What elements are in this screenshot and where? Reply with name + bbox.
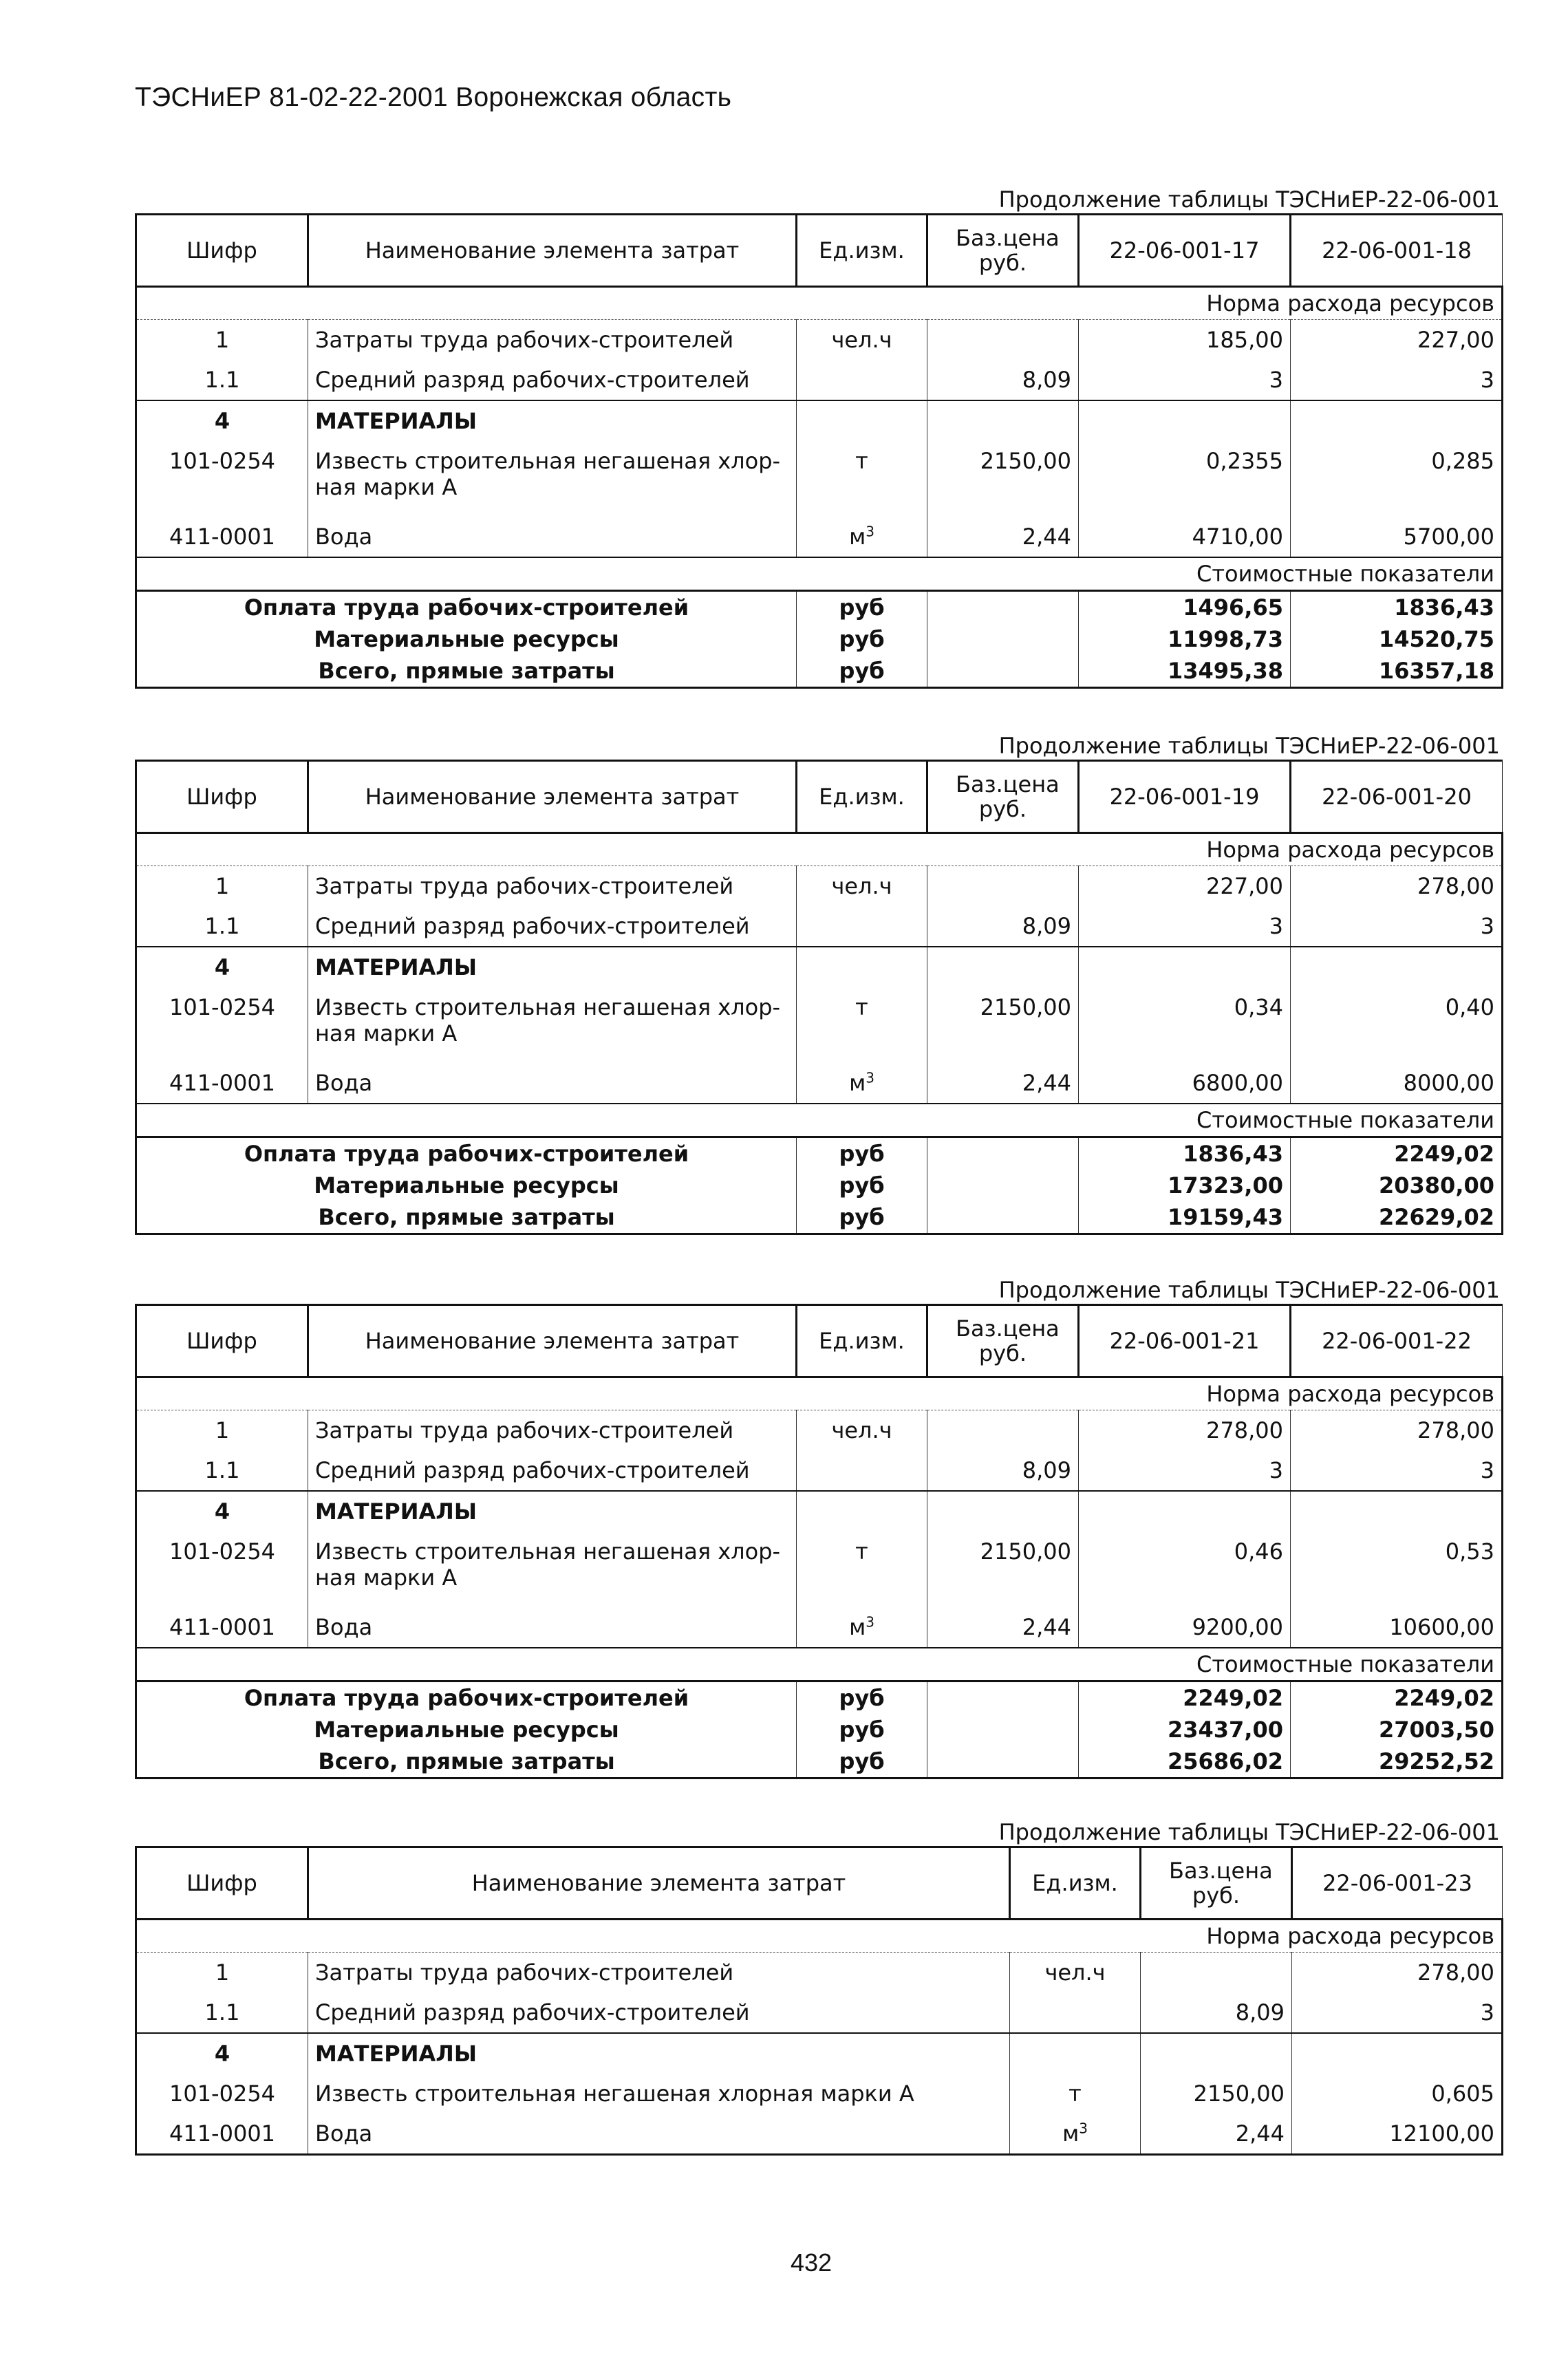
cost-value: 11998,73 — [1079, 623, 1291, 655]
resource-unit: $м^3$ — [1010, 2114, 1141, 2155]
resource-unit — [797, 1450, 927, 1491]
resource-norm-value: 9200,00 — [1079, 1607, 1291, 1648]
header-unit: Ед.изм. — [797, 1305, 927, 1377]
resource-name: Средний разряд рабочих-строителей — [308, 360, 797, 400]
cost-base-price — [927, 1201, 1079, 1234]
resource-name: Затраты труда рабочих-строителей — [308, 1953, 1010, 1993]
resource-unit — [797, 400, 927, 441]
resource-row — [136, 2074, 1503, 2114]
resource-base-price: 2150,00 — [927, 1532, 1079, 1607]
cost-base-price — [927, 1170, 1079, 1201]
cost-row — [136, 1681, 1503, 1715]
resource-code: 101-0254 — [136, 987, 308, 1063]
resource-base-price: 2,44 — [927, 1607, 1079, 1648]
section-norm-row — [136, 833, 1503, 866]
header-name: Наименование элемента затрат — [308, 1847, 1010, 1920]
header-column-code: 22-06-001-21 — [1079, 1305, 1291, 1377]
header-code: Шифр — [136, 761, 308, 833]
resource-row — [136, 1410, 1503, 1451]
resource-row — [136, 400, 1503, 441]
header-unit: Ед.изм. — [797, 761, 927, 833]
resource-unit: $м^3$ — [797, 517, 927, 557]
resource-norm-value: 3 — [1291, 1450, 1503, 1491]
resource-base-price — [1141, 1953, 1292, 1993]
resource-code: 101-0254 — [136, 2074, 308, 2114]
table-header-row — [136, 1305, 1503, 1377]
resource-row — [136, 906, 1503, 947]
resource-base-price: 2,44 — [927, 1063, 1079, 1104]
resource-code: 411-0001 — [136, 1607, 308, 1648]
section-cost-label: Стоимостные показатели — [136, 1648, 1503, 1681]
resource-name: МАТЕРИАЛЫ — [308, 400, 797, 441]
page-header: ТЭСНиЕР 81-02-22-2001 Воронежская область — [135, 83, 732, 112]
resource-code: 4 — [136, 947, 308, 987]
cost-unit: руб — [797, 1137, 927, 1170]
resource-unit: т — [797, 987, 927, 1063]
resource-row — [136, 866, 1503, 907]
resource-name: Вода — [308, 1607, 797, 1648]
cost-name: Материальные ресурсы — [136, 1714, 797, 1745]
header-column-code: 22-06-001-22 — [1291, 1305, 1503, 1377]
resource-table — [135, 1304, 1503, 1779]
header-column-code: 22-06-001-20 — [1291, 761, 1503, 833]
cost-name: Всего, прямые затраты — [136, 1745, 797, 1779]
resource-base-price — [927, 320, 1079, 361]
cost-unit: руб — [797, 591, 927, 624]
resource-unit — [797, 360, 927, 400]
section-norm-row — [136, 287, 1503, 320]
resource-norm-value — [1292, 2033, 1503, 2074]
resource-code: 411-0001 — [136, 1063, 308, 1104]
resource-name: МАТЕРИАЛЫ — [308, 1491, 797, 1532]
header-column-code: 22-06-001-23 — [1292, 1847, 1503, 1920]
resource-row — [136, 1532, 1503, 1607]
header-name: Наименование элемента затрат — [308, 1305, 797, 1377]
header-name: Наименование элемента затрат — [308, 215, 797, 287]
table-header-row — [136, 215, 1503, 287]
table-caption: Продолжение таблицы ТЭСНиЕР-22-06-001 — [998, 186, 1500, 213]
resource-norm-value: 8000,00 — [1291, 1063, 1503, 1104]
resource-unit: чел.ч — [797, 866, 927, 907]
resource-norm-value: 227,00 — [1079, 866, 1291, 907]
resource-norm-value: 0,40 — [1291, 987, 1503, 1063]
resource-row — [136, 947, 1503, 987]
resource-code: 411-0001 — [136, 517, 308, 557]
resource-name: Средний разряд рабочих-строителей — [308, 1450, 797, 1491]
resource-norm-value: 4710,00 — [1079, 517, 1291, 557]
cost-value: 2249,02 — [1079, 1681, 1291, 1715]
resource-unit — [797, 906, 927, 947]
header-price: Баз.цена руб. — [927, 215, 1079, 287]
table-caption: Продолжение таблицы ТЭСНиЕР-22-06-001 — [998, 1819, 1500, 1845]
resource-norm-value: 0,605 — [1292, 2074, 1503, 2114]
resource-row — [136, 1063, 1503, 1104]
resource-name: Вода — [308, 2114, 1010, 2155]
resource-base-price — [1141, 2033, 1292, 2074]
resource-name: МАТЕРИАЛЫ — [308, 947, 797, 987]
resource-name: МАТЕРИАЛЫ — [308, 2033, 1010, 2074]
resource-code: 1 — [136, 866, 308, 907]
resource-table — [135, 760, 1503, 1235]
resource-table — [135, 213, 1503, 689]
resource-name: Известь строительная негашеная хлорная марки А — [308, 2074, 1010, 2114]
resource-base-price: 2150,00 — [927, 987, 1079, 1063]
cost-unit: руб — [797, 1201, 927, 1234]
cost-name: Оплата труда рабочих-строителей — [136, 1137, 797, 1170]
resource-row — [136, 1607, 1503, 1648]
cost-value: 1836,43 — [1291, 591, 1503, 624]
cost-value: 1836,43 — [1079, 1137, 1291, 1170]
resource-code: 1.1 — [136, 1992, 308, 2033]
cost-value: 2249,02 — [1291, 1681, 1503, 1715]
price-table — [135, 1276, 1501, 1779]
resource-name: Известь строительная негашеная хлор-ная марки А — [308, 1532, 797, 1607]
cost-base-price — [927, 1137, 1079, 1170]
resource-norm-value: 278,00 — [1291, 1410, 1503, 1451]
table-header-row — [136, 1847, 1503, 1920]
section-cost-row — [136, 1648, 1503, 1681]
page-number: 432 — [791, 2248, 833, 2277]
resource-norm-value: 227,00 — [1291, 320, 1503, 361]
header-unit: Ед.изм. — [797, 215, 927, 287]
cost-name: Оплата труда рабочих-строителей — [136, 1681, 797, 1715]
resource-base-price — [927, 400, 1079, 441]
header-price: Баз.цена руб. — [927, 761, 1079, 833]
cost-value: 27003,50 — [1291, 1714, 1503, 1745]
cost-unit: руб — [797, 1714, 927, 1745]
resource-row — [136, 1992, 1503, 2033]
resource-unit: чел.ч — [797, 320, 927, 361]
cost-value: 2249,02 — [1291, 1137, 1503, 1170]
resource-norm-value: 3 — [1079, 906, 1291, 947]
section-norm-label: Норма расхода ресурсов — [136, 1377, 1503, 1410]
resource-base-price — [927, 947, 1079, 987]
resource-row — [136, 1450, 1503, 1491]
section-cost-row — [136, 1104, 1503, 1137]
resource-code: 1.1 — [136, 1450, 308, 1491]
resource-norm-value: 0,34 — [1079, 987, 1291, 1063]
resource-norm-value: 0,285 — [1291, 441, 1503, 517]
price-table — [135, 186, 1501, 689]
section-cost-label: Стоимостные показатели — [136, 557, 1503, 591]
header-code: Шифр — [136, 1305, 308, 1377]
resource-norm-value: 0,53 — [1291, 1532, 1503, 1607]
header-unit: Ед.изм. — [1010, 1847, 1141, 1920]
resource-unit: т — [1010, 2074, 1141, 2114]
cost-value: 29252,52 — [1291, 1745, 1503, 1779]
cost-name: Материальные ресурсы — [136, 623, 797, 655]
table-caption: Продолжение таблицы ТЭСНиЕР-22-06-001 — [998, 733, 1500, 759]
resource-unit — [1010, 2033, 1141, 2074]
resource-base-price: 2150,00 — [1141, 2074, 1292, 2114]
section-cost-row — [136, 557, 1503, 591]
cost-unit: руб — [797, 1745, 927, 1779]
cost-row — [136, 1137, 1503, 1170]
resource-code: 101-0254 — [136, 1532, 308, 1607]
resource-row — [136, 441, 1503, 517]
cost-name: Всего, прямые затраты — [136, 655, 797, 688]
resource-base-price: 8,09 — [927, 360, 1079, 400]
resource-code: 411-0001 — [136, 2114, 308, 2155]
table-caption: Продолжение таблицы ТЭСНиЕР-22-06-001 — [998, 1277, 1500, 1303]
resource-name: Известь строительная негашеная хлор-ная марки А — [308, 987, 797, 1063]
header-name: Наименование элемента затрат — [308, 761, 797, 833]
resource-row — [136, 360, 1503, 400]
cost-row — [136, 1714, 1503, 1745]
resource-code: 101-0254 — [136, 441, 308, 517]
resource-unit: т — [797, 1532, 927, 1607]
resource-unit: чел.ч — [1010, 1953, 1141, 1993]
resource-norm-value — [1079, 947, 1291, 987]
resource-unit — [1010, 1992, 1141, 2033]
resource-row — [136, 2033, 1503, 2074]
resource-norm-value: 10600,00 — [1291, 1607, 1503, 1648]
resource-row — [136, 1491, 1503, 1532]
cost-value: 14520,75 — [1291, 623, 1503, 655]
header-column-code: 22-06-001-18 — [1291, 215, 1503, 287]
cost-base-price — [927, 1714, 1079, 1745]
section-norm-row — [136, 1920, 1503, 1953]
resource-name: Средний разряд рабочих-строителей — [308, 1992, 1010, 2033]
resource-name: Вода — [308, 517, 797, 557]
resource-base-price — [927, 1410, 1079, 1451]
resource-row — [136, 517, 1503, 557]
cost-row — [136, 1201, 1503, 1234]
resource-norm-value: 0,2355 — [1079, 441, 1291, 517]
resource-unit — [797, 947, 927, 987]
resource-code: 1 — [136, 1953, 308, 1993]
cost-base-price — [927, 623, 1079, 655]
cost-unit: руб — [797, 623, 927, 655]
cost-value: 16357,18 — [1291, 655, 1503, 688]
resource-norm-value: 6800,00 — [1079, 1063, 1291, 1104]
resource-base-price: 8,09 — [927, 1450, 1079, 1491]
cost-unit: руб — [797, 1170, 927, 1201]
price-table — [135, 732, 1501, 1235]
cost-value: 25686,02 — [1079, 1745, 1291, 1779]
section-norm-label: Норма расхода ресурсов — [136, 833, 1503, 866]
resource-norm-value: 3 — [1079, 360, 1291, 400]
resource-norm-value: 0,46 — [1079, 1532, 1291, 1607]
resource-code: 4 — [136, 2033, 308, 2074]
resource-code: 1 — [136, 1410, 308, 1451]
resource-norm-value — [1291, 1491, 1503, 1532]
cost-name: Оплата труда рабочих-строителей — [136, 591, 797, 624]
resource-norm-value: 3 — [1292, 1992, 1503, 2033]
header-price: Баз.цена руб. — [927, 1305, 1079, 1377]
resource-row — [136, 1953, 1503, 1993]
header-code: Шифр — [136, 215, 308, 287]
cost-row — [136, 1745, 1503, 1779]
resource-row — [136, 2114, 1503, 2155]
resource-norm-value: 3 — [1291, 360, 1503, 400]
cost-value: 22629,02 — [1291, 1201, 1503, 1234]
cost-base-price — [927, 1745, 1079, 1779]
resource-unit: чел.ч — [797, 1410, 927, 1451]
section-norm-label: Норма расхода ресурсов — [136, 1920, 1503, 1953]
resource-base-price: 2,44 — [1141, 2114, 1292, 2155]
resource-base-price: 2,44 — [927, 517, 1079, 557]
resource-code: 1 — [136, 320, 308, 361]
cost-base-price — [927, 591, 1079, 624]
cost-value: 13495,38 — [1079, 655, 1291, 688]
cost-name: Всего, прямые затраты — [136, 1201, 797, 1234]
resource-base-price — [927, 1491, 1079, 1532]
resource-table — [135, 1846, 1503, 2156]
cost-value: 17323,00 — [1079, 1170, 1291, 1201]
cost-value: 20380,00 — [1291, 1170, 1503, 1201]
resource-row — [136, 320, 1503, 361]
table-header-row — [136, 761, 1503, 833]
resource-base-price: 8,09 — [927, 906, 1079, 947]
resource-code: 1.1 — [136, 906, 308, 947]
resource-norm-value: 278,00 — [1292, 1953, 1503, 1993]
header-code: Шифр — [136, 1847, 308, 1920]
resource-norm-value: 278,00 — [1291, 866, 1503, 907]
section-norm-label: Норма расхода ресурсов — [136, 287, 1503, 320]
resource-norm-value: 3 — [1291, 906, 1503, 947]
resource-norm-value: 3 — [1079, 1450, 1291, 1491]
resource-name: Затраты труда рабочих-строителей — [308, 866, 797, 907]
resource-norm-value: 12100,00 — [1292, 2114, 1503, 2155]
resource-unit: т — [797, 441, 927, 517]
resource-code: 1.1 — [136, 360, 308, 400]
resource-norm-value — [1079, 1491, 1291, 1532]
resource-base-price: 8,09 — [1141, 1992, 1292, 2033]
resource-code: 4 — [136, 400, 308, 441]
resource-norm-value — [1291, 400, 1503, 441]
cost-row — [136, 655, 1503, 688]
cost-row — [136, 623, 1503, 655]
resource-code: 4 — [136, 1491, 308, 1532]
cost-value: 19159,43 — [1079, 1201, 1291, 1234]
cost-row — [136, 591, 1503, 624]
cost-base-price — [927, 1681, 1079, 1715]
resource-name: Средний разряд рабочих-строителей — [308, 906, 797, 947]
resource-unit — [797, 1491, 927, 1532]
resource-norm-value: 278,00 — [1079, 1410, 1291, 1451]
cost-unit: руб — [797, 1681, 927, 1715]
resource-name: Затраты труда рабочих-строителей — [308, 320, 797, 361]
resource-unit: $м^3$ — [797, 1063, 927, 1104]
section-norm-row — [136, 1377, 1503, 1410]
cost-unit: руб — [797, 655, 927, 688]
resource-norm-value: 5700,00 — [1291, 517, 1503, 557]
cost-row — [136, 1170, 1503, 1201]
resource-name: Вода — [308, 1063, 797, 1104]
resource-base-price: 2150,00 — [927, 441, 1079, 517]
resource-name: Затраты труда рабочих-строителей — [308, 1410, 797, 1451]
resource-base-price — [927, 866, 1079, 907]
price-table — [135, 1818, 1501, 2156]
resource-norm-value — [1291, 947, 1503, 987]
resource-unit: $м^3$ — [797, 1607, 927, 1648]
cost-value: 1496,65 — [1079, 591, 1291, 624]
resource-row — [136, 987, 1503, 1063]
resource-name: Известь строительная негашеная хлор-ная марки А — [308, 441, 797, 517]
section-cost-label: Стоимостные показатели — [136, 1104, 1503, 1137]
header-column-code: 22-06-001-17 — [1079, 215, 1291, 287]
header-column-code: 22-06-001-19 — [1079, 761, 1291, 833]
header-price: Баз.цена руб. — [1141, 1847, 1292, 1920]
resource-norm-value — [1079, 400, 1291, 441]
cost-name: Материальные ресурсы — [136, 1170, 797, 1201]
cost-value: 23437,00 — [1079, 1714, 1291, 1745]
cost-base-price — [927, 655, 1079, 688]
resource-norm-value: 185,00 — [1079, 320, 1291, 361]
